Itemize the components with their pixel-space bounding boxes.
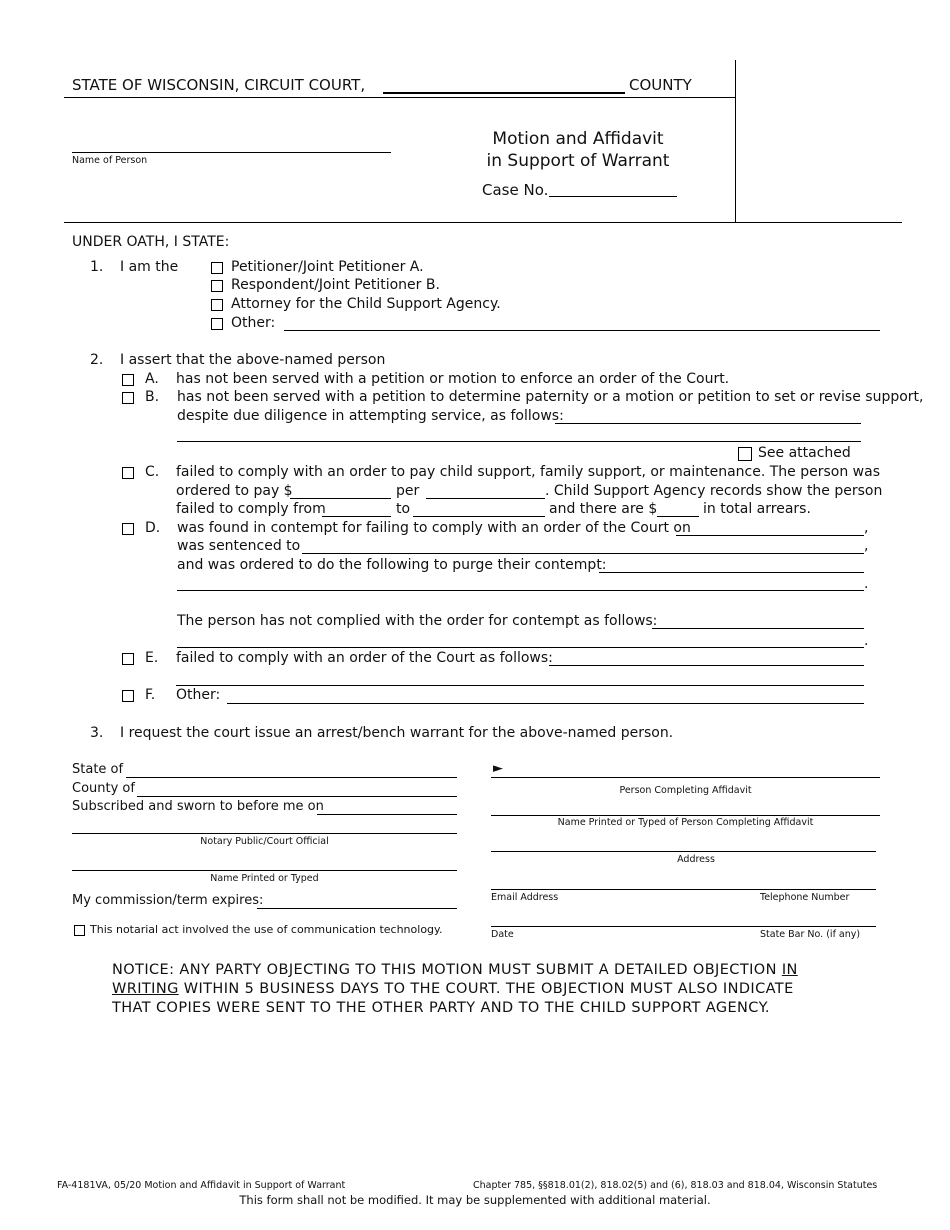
item-2-number: 2.: [90, 352, 104, 368]
other-label: Other:: [231, 315, 276, 331]
date-bar-field[interactable]: [491, 926, 876, 927]
option-e-checkbox[interactable]: [122, 653, 134, 665]
notary-name-label: Name Printed or Typed: [210, 873, 319, 884]
option-d-label: D.: [145, 520, 161, 536]
sentence-field[interactable]: [302, 553, 864, 554]
item-3-number: 3.: [90, 725, 104, 741]
header-rule: [64, 97, 736, 98]
date-label: Date: [491, 929, 514, 940]
item-1-number: 1.: [90, 259, 104, 275]
option-e-label: E.: [145, 650, 159, 666]
option-b-field-2[interactable]: [177, 441, 861, 442]
option-e-text: failed to comply with an order of the Court as follows:: [176, 650, 553, 666]
state-bar-label: State Bar No. (if any): [760, 929, 861, 940]
option-b-text-2: despite due diligence in attempting service, as follows:: [177, 408, 564, 424]
email-label: Email Address: [491, 892, 559, 903]
state-of-field[interactable]: [126, 777, 457, 778]
petitioner-label: Petitioner/Joint Petitioner A.: [231, 259, 424, 275]
option-d-text-3: and was ordered to do the following to purge their contempt:: [177, 557, 607, 573]
county-field[interactable]: [383, 92, 625, 94]
option-c-text-1: failed to comply with an order to pay child support, family support, or maintenance. The person was: [176, 464, 880, 480]
option-d-text-1: was found in contempt for failing to comply with an order of the Court on: [177, 520, 691, 536]
option-b-checkbox[interactable]: [122, 392, 134, 404]
option-d-text-4: The person has not complied with the order for contempt as follows:: [177, 613, 658, 629]
person-completing-label: Person Completing Affidavit: [619, 785, 752, 796]
communication-technology-checkbox[interactable]: [74, 925, 85, 936]
option-a-text: has not been served with a petition or motion to enforce an order of the Court.: [176, 371, 730, 387]
name-of-person-field[interactable]: [72, 152, 391, 153]
attorney-checkbox[interactable]: [211, 299, 223, 311]
notice-writing: WRITING: [112, 981, 179, 997]
not-complied-field-2[interactable]: [177, 647, 864, 648]
option-f-checkbox[interactable]: [122, 690, 134, 702]
comply-to-field[interactable]: [413, 516, 545, 517]
sworn-label: Subscribed and sworn to before me on: [72, 799, 324, 814]
county-label: COUNTY: [629, 76, 692, 94]
item-3-text: I request the court issue an arrest/bench warrant for the above-named person.: [120, 725, 674, 741]
affiant-name-field[interactable]: [491, 815, 880, 816]
case-no-field[interactable]: [549, 196, 677, 197]
affiant-signature-field[interactable]: [491, 777, 880, 778]
item-1-lead: I am the: [120, 259, 179, 275]
respondent-label: Respondent/Joint Petitioner B.: [231, 277, 440, 293]
commission-label: My commission/term expires:: [72, 893, 264, 908]
option-b-label: B.: [145, 389, 160, 405]
notice-line-3: THAT COPIES WERE SENT TO THE OTHER PARTY AND TO THE CHILD SUPPORT AGENCY.: [112, 1000, 770, 1016]
option-c-checkbox[interactable]: [122, 467, 134, 479]
state-of-label: State of: [72, 762, 124, 777]
option-c-per: per: [396, 483, 420, 499]
item-2-lead: I assert that the above-named person: [120, 352, 386, 368]
signature-arrow-icon: ►: [493, 761, 503, 776]
option-d-text-2: was sentenced to: [177, 538, 301, 554]
petitioner-checkbox[interactable]: [211, 262, 223, 274]
form-title-line2: in Support of Warrant: [486, 151, 670, 171]
comply-from-field[interactable]: [322, 516, 391, 517]
email-phone-field[interactable]: [491, 889, 876, 890]
option-c-to: to: [396, 501, 411, 517]
header-bottom-rule: [64, 222, 902, 223]
notice-line-2: WITHIN 5 BUSINESS DAYS TO THE COURT. THE OBJECTION MUST ALSO INDICATE: [183, 981, 794, 997]
contempt-date-field[interactable]: [676, 535, 864, 536]
notice-in: IN: [781, 962, 798, 978]
not-complied-field-1[interactable]: [652, 628, 864, 629]
footer-form-id: FA-4181VA, 05/20 Motion and Affidavit in Support of Warrant: [57, 1180, 346, 1191]
option-c-label: C.: [145, 464, 160, 480]
option-c-text-3c: and there are $: [549, 501, 658, 517]
other-checkbox[interactable]: [211, 318, 223, 330]
see-attached-label: See attached: [758, 445, 851, 461]
option-f-label: F.: [145, 687, 156, 703]
footer-notice: This form shall not be modified. It may be supplemented with additional material.: [239, 1193, 711, 1207]
option-c-text-2c: . Child Support Agency records show the person: [545, 483, 883, 499]
county-of-field[interactable]: [137, 796, 457, 797]
arrears-field[interactable]: [657, 516, 699, 517]
sworn-date-field[interactable]: [317, 814, 457, 815]
address-field[interactable]: [491, 851, 876, 852]
court-heading: STATE OF WISCONSIN, CIRCUIT COURT,: [72, 76, 366, 94]
option-a-label: A.: [145, 371, 159, 387]
county-of-label: County of: [72, 781, 135, 796]
option-e-field-1[interactable]: [549, 665, 864, 666]
pay-amount-field[interactable]: [290, 498, 391, 499]
footer-statutes: Chapter 785, §§818.01(2), 818.02(5) and (6), 818.03 and 818.04, Wisconsin Statutes: [473, 1180, 878, 1191]
communication-technology-label: This notarial act involved the use of communication technology.: [90, 923, 443, 936]
option-f-field[interactable]: [227, 703, 864, 704]
option-c-text-3d: in total arrears.: [703, 501, 811, 517]
affiant-name-label: Name Printed or Typed of Person Completing Affidavit: [557, 817, 814, 828]
oath-heading: UNDER OATH, I STATE:: [72, 234, 230, 250]
option-b-field-1[interactable]: [555, 423, 861, 424]
notice-line-1: NOTICE: ANY PARTY OBJECTING TO THIS MOTION MUST SUBMIT A DETAILED OBJECTION: [112, 962, 777, 978]
address-label: Address: [677, 854, 715, 865]
telephone-label: Telephone Number: [760, 892, 850, 903]
commission-field[interactable]: [257, 908, 457, 909]
notary-official-label: Notary Public/Court Official: [200, 836, 329, 847]
option-e-field-2[interactable]: [176, 685, 864, 686]
option-a-checkbox[interactable]: [122, 374, 134, 386]
see-attached-checkbox[interactable]: [738, 447, 752, 461]
form-title-line1: Motion and Affidavit: [492, 129, 664, 149]
pay-period-field[interactable]: [426, 498, 545, 499]
attorney-label: Attorney for the Child Support Agency.: [231, 296, 501, 312]
header-divider: [735, 60, 736, 223]
option-d-checkbox[interactable]: [122, 523, 134, 535]
case-no-label: Case No.: [482, 181, 549, 199]
purge-field-2[interactable]: [177, 590, 864, 591]
option-c-text-3a: failed to comply from: [176, 501, 326, 517]
option-b-text-1: has not been served with a petition to determine paternity or a motion or petition to set or revise support,: [177, 389, 924, 405]
other-field[interactable]: [284, 330, 880, 331]
option-c-text-2a: ordered to pay $: [176, 483, 293, 499]
name-of-person-label: Name of Person: [72, 155, 148, 166]
notary-signature-field[interactable]: [72, 833, 457, 834]
purge-field-1[interactable]: [599, 572, 864, 573]
option-f-text: Other:: [176, 687, 221, 703]
respondent-checkbox[interactable]: [211, 280, 223, 292]
notary-name-field[interactable]: [72, 870, 457, 871]
